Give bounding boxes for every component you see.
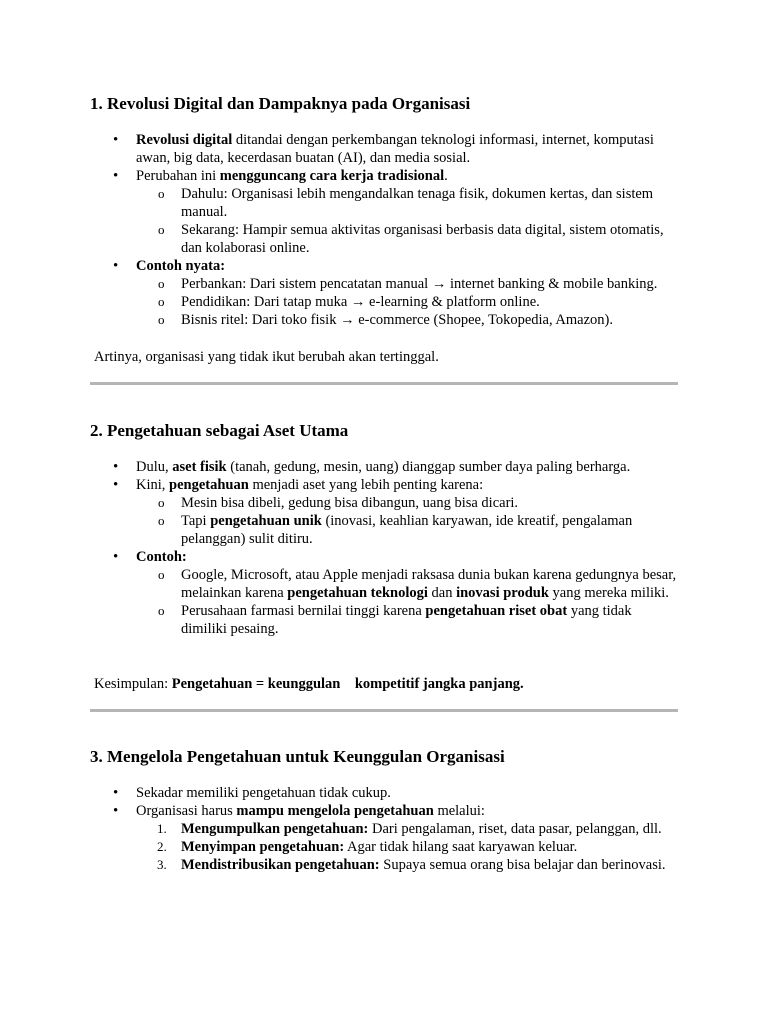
- item-number: 1.: [157, 821, 167, 836]
- section-2-closing: [94, 675, 694, 693]
- sub-list-item: [0, 602, 768, 638]
- bold-term: mampu mengelola pengetahuan: [236, 803, 434, 819]
- section-2-list: [0, 458, 768, 638]
- circle-bullet-icon: o: [158, 186, 165, 201]
- sub-list-item: [0, 221, 768, 257]
- bullet-icon: •: [113, 785, 119, 801]
- sub-list-item: [0, 311, 768, 329]
- bold-term: pengetahuan: [169, 477, 249, 493]
- bold-term: Contoh:: [136, 549, 187, 565]
- item-text: menjadi aset yang lebih penting karena:: [248, 477, 484, 493]
- sub-list-item: [0, 566, 768, 602]
- section-3-list: [0, 784, 768, 874]
- item-number: 2.: [157, 839, 167, 854]
- list-item: [0, 548, 768, 566]
- item-text: Kini,: [136, 477, 170, 493]
- bold-term: mengguncang cara kerja tradisional: [219, 168, 445, 184]
- item-text: Perbankan: Dari sistem pencatatan manual → internet banking & mobile banking.: [181, 276, 658, 292]
- item-text: Sekarang: Hampir semua aktivitas organisasi berbasis data digital, sistem otomatis, dan kolaborasi online.: [181, 222, 664, 256]
- bullet-icon: •: [113, 132, 119, 148]
- bold-term: Contoh nyata:: [136, 258, 226, 274]
- item-text: yang tidak dimiliki pesaing.: [181, 603, 632, 637]
- item-text: .: [444, 168, 448, 184]
- item-number: 3.: [157, 857, 167, 872]
- bold-term: pengetahuan riset obat: [425, 603, 568, 619]
- sub-list-item: [0, 185, 768, 221]
- item-text: (inovasi, keahlian karyawan, ide kreatif, pengalaman pelanggan) sulit ditiru.: [181, 513, 633, 547]
- bullet-icon: •: [113, 549, 119, 565]
- circle-bullet-icon: o: [158, 603, 165, 618]
- list-item: [0, 458, 768, 476]
- bullet-icon: •: [113, 803, 119, 819]
- bold-term: Mendistribusikan pengetahuan:: [181, 857, 380, 873]
- bullet-icon: •: [113, 168, 119, 184]
- item-text: Supaya semua orang bisa belajar dan berinovasi.: [379, 857, 666, 873]
- item-text: Dari pengalaman, riset, data pasar, pelanggan, dll.: [368, 821, 662, 837]
- bullet-icon: •: [113, 258, 119, 274]
- bold-term: Pengetahuan = keunggulan kompetitif jangka panjang.: [171, 676, 524, 692]
- bold-term: aset fisik: [172, 459, 227, 475]
- item-text: melalui:: [433, 803, 485, 819]
- numbered-item: [0, 838, 768, 856]
- section-1-list: [0, 131, 768, 329]
- item-text: Sekadar memiliki pengetahuan tidak cukup.: [136, 785, 391, 801]
- list-item: [0, 131, 768, 167]
- item-text: Tapi: [181, 513, 211, 529]
- sub-list-item: [0, 275, 768, 293]
- sub-list-item: [0, 512, 768, 548]
- section-1-closing: Artinya, organisasi yang tidak ikut berubah akan tertinggal.: [94, 349, 439, 365]
- item-text: yang mereka miliki.: [548, 585, 669, 601]
- bold-term: pengetahuan teknologi: [287, 585, 428, 601]
- bold-term: Menyimpan pengetahuan:: [181, 839, 345, 855]
- circle-bullet-icon: o: [158, 567, 165, 582]
- item-text: Bisnis ritel: Dari toko fisik → e-commerce (Shopee, Tokopedia, Amazon).: [181, 312, 614, 328]
- sub-list-item: [0, 494, 768, 512]
- item-text: Kesimpulan:: [94, 676, 172, 692]
- list-item: [0, 802, 768, 820]
- section-2-heading: 2. Pengetahuan sebagai Aset Utama: [90, 421, 349, 440]
- section-1-heading: 1. Revolusi Digital dan Dampaknya pada Organisasi: [90, 94, 471, 113]
- item-text: Mesin bisa dibeli, gedung bisa dibangun, uang bisa dicari.: [181, 495, 519, 511]
- item-text: Dahulu: Organisasi lebih mengandalkan tenaga fisik, dokumen kertas, dan sistem manual.: [181, 186, 654, 220]
- list-item: [0, 257, 768, 275]
- bullet-icon: •: [113, 477, 119, 493]
- circle-bullet-icon: o: [158, 276, 165, 291]
- circle-bullet-icon: o: [158, 222, 165, 237]
- circle-bullet-icon: o: [158, 294, 165, 309]
- item-text: Perusahaan farmasi bernilai tinggi karena: [181, 603, 426, 619]
- bold-term: Revolusi digital: [136, 132, 233, 148]
- bold-term: Mengumpulkan pengetahuan:: [181, 821, 369, 837]
- item-text: Dulu,: [136, 459, 173, 475]
- bold-term: pengetahuan unik: [210, 513, 322, 529]
- item-text: Perubahan ini: [136, 168, 220, 184]
- circle-bullet-icon: o: [158, 513, 165, 528]
- item-text: dan: [427, 585, 457, 601]
- list-item: [0, 476, 768, 494]
- numbered-item: [0, 856, 768, 874]
- circle-bullet-icon: o: [158, 495, 165, 510]
- numbered-item: [0, 820, 768, 838]
- list-item: [0, 167, 768, 185]
- sub-list-item: [0, 293, 768, 311]
- circle-bullet-icon: o: [158, 312, 165, 327]
- item-text: Organisasi harus: [136, 803, 237, 819]
- item-text: Pendidikan: Dari tatap muka → e-learning & platform online.: [181, 294, 540, 310]
- item-text: Google, Microsoft, atau Apple menjadi raksasa dunia bukan karena gedungnya besar, melainkan karena: [181, 567, 677, 601]
- item-text: Agar tidak hilang saat karyawan keluar.: [344, 839, 578, 855]
- bold-term: inovasi produk: [456, 585, 549, 601]
- horizontal-divider: [90, 382, 678, 385]
- horizontal-divider: [90, 709, 678, 712]
- section-3-heading: 3. Mengelola Pengetahuan untuk Keunggulan Organisasi: [90, 747, 505, 766]
- item-text: (tanah, gedung, mesin, uang) dianggap sumber daya paling berharga.: [226, 459, 631, 475]
- bullet-icon: •: [113, 459, 119, 475]
- item-text: ditandai dengan perkembangan teknologi informasi, internet, komputasi awan, big data, kecerdasan buatan (AI), dan media sosial.: [136, 132, 654, 166]
- list-item: [0, 784, 768, 802]
